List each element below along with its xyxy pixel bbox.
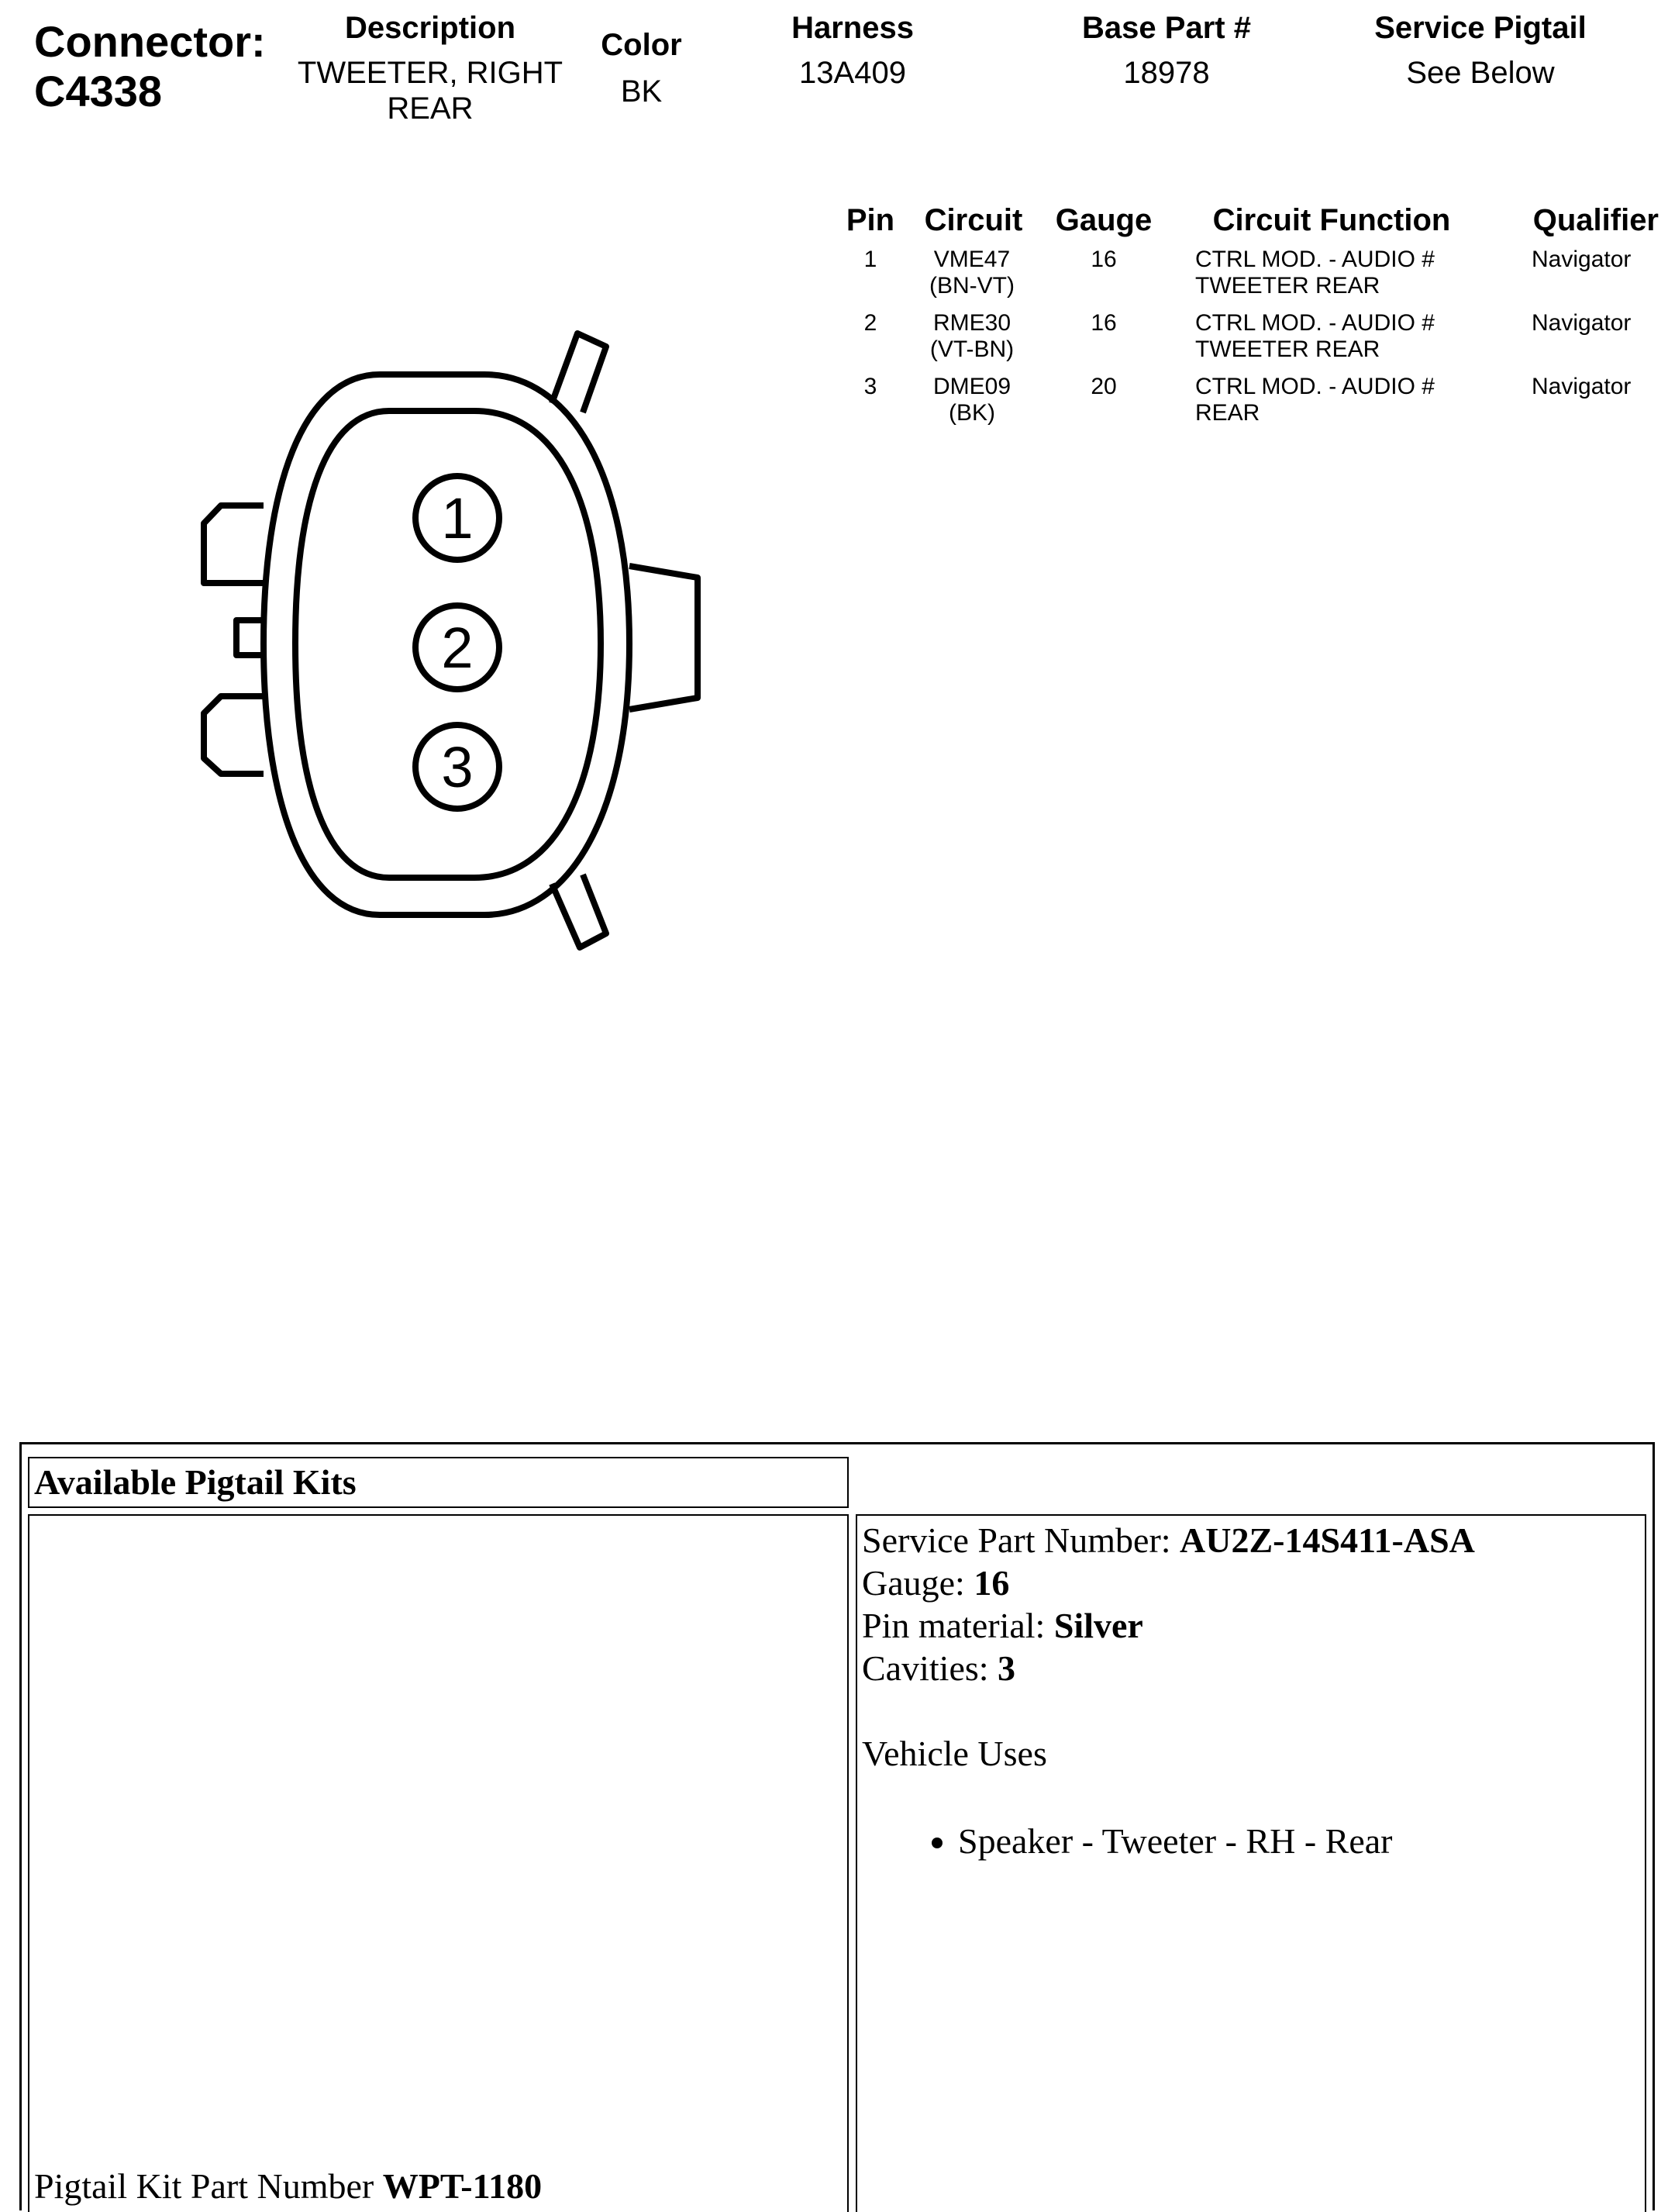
pin-table bbox=[837, 203, 1659, 437]
description-column bbox=[279, 11, 581, 126]
description-label: Description bbox=[344, 11, 516, 45]
circuit-cell: DME09 (BK) bbox=[932, 374, 1011, 426]
circuit-cell: VME47 (BN-VT) bbox=[929, 247, 1015, 298]
left-tab-bottom bbox=[204, 696, 264, 774]
circuit-function-cell: CTRL MOD. - AUDIO # REAR bbox=[1195, 374, 1435, 426]
list-item: • Speaker - Tweeter - RH - Rear bbox=[958, 1820, 1640, 1862]
left-tab-middle bbox=[236, 620, 264, 655]
gauge-label: Gauge: bbox=[862, 1563, 965, 1603]
pigtail-kits-panel bbox=[19, 1442, 1655, 2210]
cavities-value: 3 bbox=[998, 1648, 1016, 1688]
pigtail-kits-title-cell bbox=[28, 1457, 849, 1508]
cavities-label: Cavities: bbox=[862, 1648, 989, 1688]
service-part-line bbox=[862, 1519, 1640, 1562]
vehicle-uses-label: Vehicle Uses bbox=[862, 1734, 1047, 1773]
service-part-value: AU2Z-14S411-ASA bbox=[1180, 1520, 1475, 1560]
pigtail-kit-part-label: Pigtail Kit Part Number bbox=[34, 2166, 374, 2206]
pin-1-label: 1 bbox=[441, 486, 474, 550]
connector-face-diagram bbox=[186, 318, 729, 961]
gauge-line bbox=[862, 1562, 1640, 1604]
pin-table-header-row bbox=[837, 203, 1659, 247]
service-part-label: Service Part Number: bbox=[862, 1520, 1171, 1560]
left-tab-top bbox=[204, 506, 264, 583]
base-part-label: Base Part # bbox=[1082, 11, 1251, 45]
vehicle-uses-list bbox=[862, 1820, 1640, 1862]
table-row bbox=[837, 374, 1659, 437]
pigtail-kit-part-line bbox=[34, 2165, 542, 2207]
pin-header: Pin bbox=[846, 203, 895, 237]
gauge-cell: 16 bbox=[1091, 310, 1117, 336]
pin-cell: 1 bbox=[863, 247, 877, 272]
base-part-value: 18978 bbox=[1123, 56, 1210, 90]
pigtail-kit-part-value: WPT-1180 bbox=[382, 2166, 543, 2206]
qualifier-cell: Navigator bbox=[1532, 247, 1632, 272]
circuit-cell: RME30 (VT-BN) bbox=[929, 310, 1015, 362]
circuit-header: Circuit bbox=[924, 203, 1023, 237]
circuit-function-header: Circuit Function bbox=[1212, 203, 1451, 237]
base-part-column bbox=[1046, 11, 1287, 91]
table-row bbox=[837, 310, 1659, 374]
color-column bbox=[574, 28, 709, 109]
service-pigtail-label: Service Pigtail bbox=[1374, 11, 1587, 45]
table-row bbox=[837, 247, 1659, 310]
harness-value: 13A409 bbox=[799, 56, 906, 90]
pin-material-line bbox=[862, 1604, 1640, 1647]
harness-column bbox=[744, 11, 961, 91]
gauge-cell: 16 bbox=[1091, 247, 1117, 272]
gauge-header: Gauge bbox=[1055, 203, 1153, 237]
service-pigtail-column bbox=[1349, 11, 1612, 91]
gauge-cell: 20 bbox=[1091, 374, 1117, 399]
qualifier-cell: Navigator bbox=[1532, 374, 1632, 399]
qualifier-header: Qualifier bbox=[1532, 203, 1659, 237]
circuit-function-cell: CTRL MOD. - AUDIO # TWEETER REAR bbox=[1195, 310, 1435, 362]
qualifier-cell: Navigator bbox=[1532, 310, 1632, 336]
description-value: TWEETER, RIGHT REAR bbox=[297, 56, 563, 126]
color-value: BK bbox=[620, 74, 663, 109]
pin-cell: 2 bbox=[863, 310, 877, 336]
connector-title bbox=[34, 17, 266, 116]
top-latch bbox=[552, 333, 606, 412]
service-pigtail-value: See Below bbox=[1406, 56, 1555, 90]
color-label: Color bbox=[601, 28, 682, 62]
connector-id: C4338 bbox=[34, 67, 163, 116]
service-part-cell bbox=[856, 1514, 1646, 2212]
pigtail-kits-title: Available Pigtail Kits bbox=[34, 1462, 357, 1502]
pin-material-label: Pin material: bbox=[862, 1606, 1046, 1645]
pin-2-label: 2 bbox=[441, 616, 474, 680]
gauge-value: 16 bbox=[974, 1563, 1010, 1603]
pin-3-label: 3 bbox=[441, 735, 474, 799]
circuit-function-cell: CTRL MOD. - AUDIO # TWEETER REAR bbox=[1195, 247, 1435, 298]
pin-cell: 3 bbox=[863, 374, 877, 399]
cavities-line bbox=[862, 1647, 1640, 1689]
harness-label: Harness bbox=[791, 11, 914, 45]
pin-material-value: Silver bbox=[1053, 1606, 1143, 1645]
pigtail-kit-image-cell bbox=[28, 1514, 849, 2212]
service-part-details bbox=[857, 1516, 1645, 1865]
connector-label: Connector: bbox=[34, 17, 266, 66]
right-latch bbox=[629, 566, 698, 709]
